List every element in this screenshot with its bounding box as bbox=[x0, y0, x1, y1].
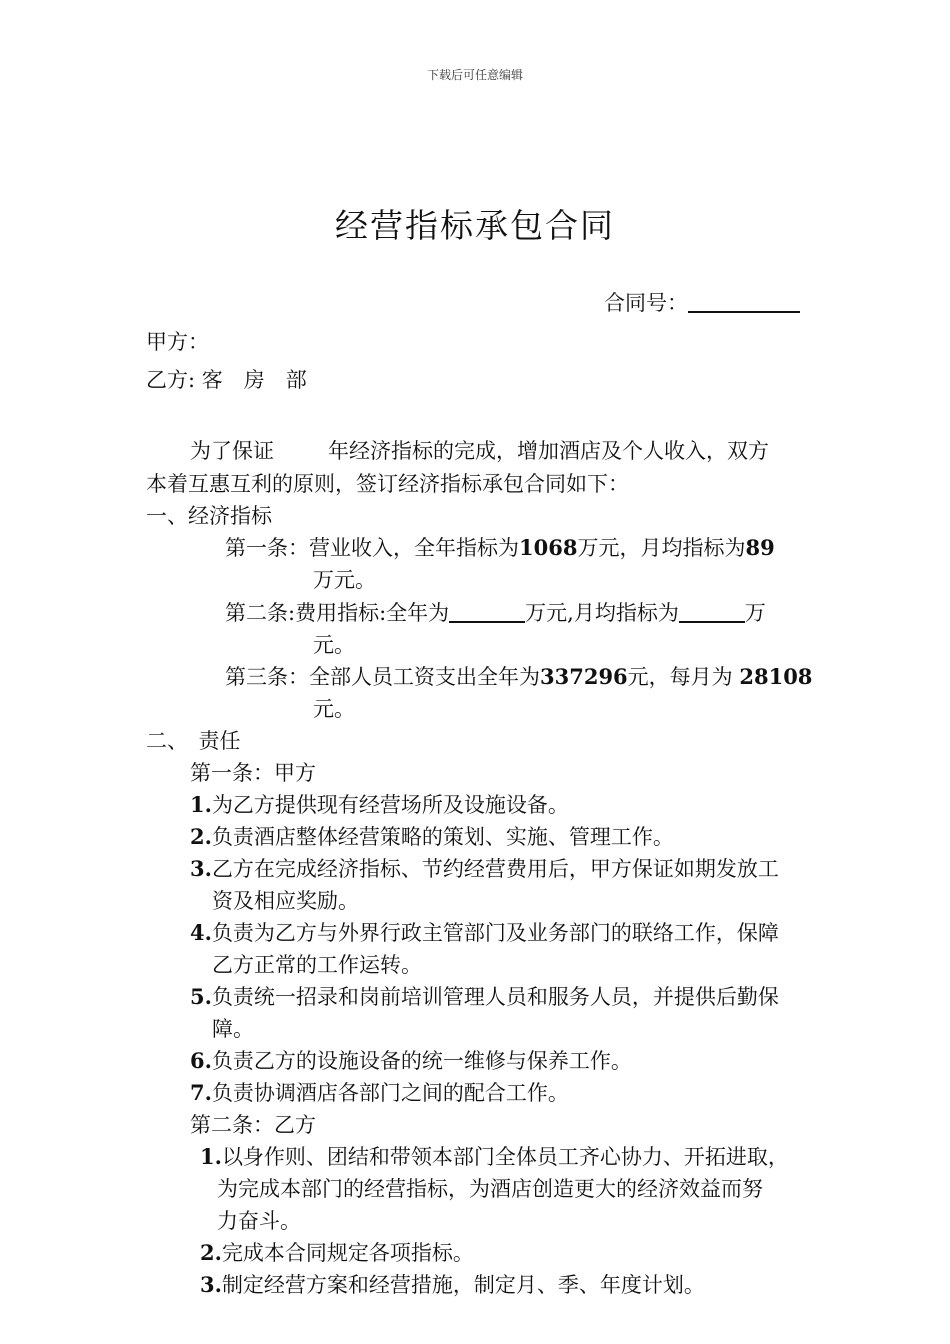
item-text-continuation: 障。 bbox=[212, 1017, 254, 1041]
article-3-label: 第三条： bbox=[225, 665, 309, 689]
article-2-label: 第二条: bbox=[225, 601, 296, 625]
item-text: 负责酒店整体经营策略的策划、实施、管理工作。 bbox=[211, 825, 674, 849]
article-1-text-b: 万元，月均指标为 bbox=[577, 536, 746, 560]
item-text: 负责统一招录和岗前培训管理人员和服务人员，并提供后勤保 bbox=[211, 985, 779, 1009]
article-2-line bbox=[225, 597, 766, 629]
article-2-text-b: 万元,月均指标为 bbox=[525, 601, 679, 625]
intro-line-1 bbox=[190, 435, 769, 467]
item-text-continuation: 力奋斗。 bbox=[217, 1209, 301, 1233]
item-number: 1. bbox=[190, 792, 212, 817]
item-number: 6. bbox=[190, 1048, 212, 1073]
annual-salary-total: 337296 bbox=[540, 664, 628, 689]
item-number: 5. bbox=[190, 984, 212, 1009]
article-1-continuation: 万元。 bbox=[313, 568, 376, 592]
intro-text-b: 年经济指标的完成，增加酒店及个人收入，双方 bbox=[328, 439, 769, 463]
item-text: 负责乙方的设施设备的统一维修与保养工作。 bbox=[211, 1049, 632, 1073]
document-title: 经营指标承包合同 bbox=[335, 206, 615, 245]
item-text: 完成本合同规定各项指标。 bbox=[221, 1241, 474, 1265]
list-item bbox=[200, 1269, 705, 1301]
annual-revenue-target: 1068 bbox=[519, 535, 578, 560]
item-number: 1. bbox=[200, 1144, 222, 1169]
contract-number-blank bbox=[688, 310, 800, 313]
monthly-expense-blank bbox=[679, 620, 745, 623]
item-text: 以身作则、团结和带领本部门全体员工齐心协力、开拓进取， bbox=[221, 1145, 789, 1169]
article-2-continuation: 元。 bbox=[313, 633, 355, 657]
contract-number-field bbox=[604, 287, 800, 319]
article-2-text-a: 费用指标:全年为 bbox=[295, 601, 450, 625]
item-text: 负责协调酒店各部门之间的配合工作。 bbox=[211, 1081, 569, 1105]
list-item bbox=[190, 821, 674, 853]
list-item bbox=[190, 1077, 569, 1109]
item-text: 乙方在完成经济指标、节约经营费用后，甲方保证如期发放工 bbox=[211, 857, 779, 881]
party-a-duties-label: 第一条：甲方 bbox=[190, 761, 316, 785]
party-a-line: 甲方： bbox=[146, 330, 209, 354]
article-1-text-a: 营业收入，全年指标为 bbox=[309, 536, 519, 560]
monthly-salary-total: 28108 bbox=[739, 664, 813, 689]
item-text: 为乙方提供现有经营场所及设施设备。 bbox=[211, 793, 569, 817]
list-item bbox=[190, 1045, 632, 1077]
intro-line-2: 本着互惠互利的原则，签订经济指标承包合同如下： bbox=[146, 472, 629, 496]
item-number: 2. bbox=[200, 1240, 222, 1265]
section-1-heading: 一、经济指标 bbox=[146, 504, 272, 528]
item-number: 7. bbox=[190, 1080, 212, 1105]
item-number: 3. bbox=[190, 856, 212, 881]
item-text-continuation: 乙方正常的工作运转。 bbox=[212, 953, 422, 977]
item-number: 2. bbox=[190, 824, 212, 849]
article-1-label: 第一条： bbox=[225, 536, 309, 560]
list-item bbox=[200, 1237, 474, 1269]
section-2-heading: 二、 责任 bbox=[146, 729, 241, 753]
article-1-line bbox=[225, 532, 775, 564]
article-3-continuation: 元。 bbox=[313, 697, 355, 721]
list-item bbox=[200, 1141, 789, 1173]
item-number: 3. bbox=[200, 1272, 222, 1297]
monthly-revenue-target: 89 bbox=[745, 535, 775, 560]
annual-expense-blank bbox=[449, 620, 525, 623]
item-text: 负责为乙方与外界行政主管部门及业务部门的联络工作，保障 bbox=[211, 921, 779, 945]
item-text-continuation: 资及相应奖励。 bbox=[212, 889, 359, 913]
item-text-continuation: 为完成本部门的经营指标，为酒店创造更大的经济效益而努 bbox=[217, 1177, 763, 1201]
party-b-duties-label: 第二条：乙方 bbox=[190, 1113, 316, 1137]
list-item bbox=[190, 981, 779, 1013]
party-b-line: 乙方: 客 房 部 bbox=[146, 368, 307, 392]
article-2-text-c: 万 bbox=[744, 601, 766, 625]
article-3-text-a: 全部人员工资支出全年为 bbox=[309, 665, 540, 689]
contract-number-label: 合同号： bbox=[604, 291, 688, 315]
article-3-text-b: 元，每月为 bbox=[627, 665, 733, 689]
list-item bbox=[190, 789, 569, 821]
intro-text-a: 为了保证 bbox=[190, 439, 274, 463]
item-text: 制定经营方案和经营措施，制定月、季、年度计划。 bbox=[221, 1273, 705, 1297]
header-note: 下载后可任意编辑 bbox=[426, 68, 523, 82]
list-item bbox=[190, 917, 779, 949]
item-number: 4. bbox=[190, 920, 212, 945]
article-3-line bbox=[225, 661, 812, 693]
list-item bbox=[190, 853, 779, 885]
